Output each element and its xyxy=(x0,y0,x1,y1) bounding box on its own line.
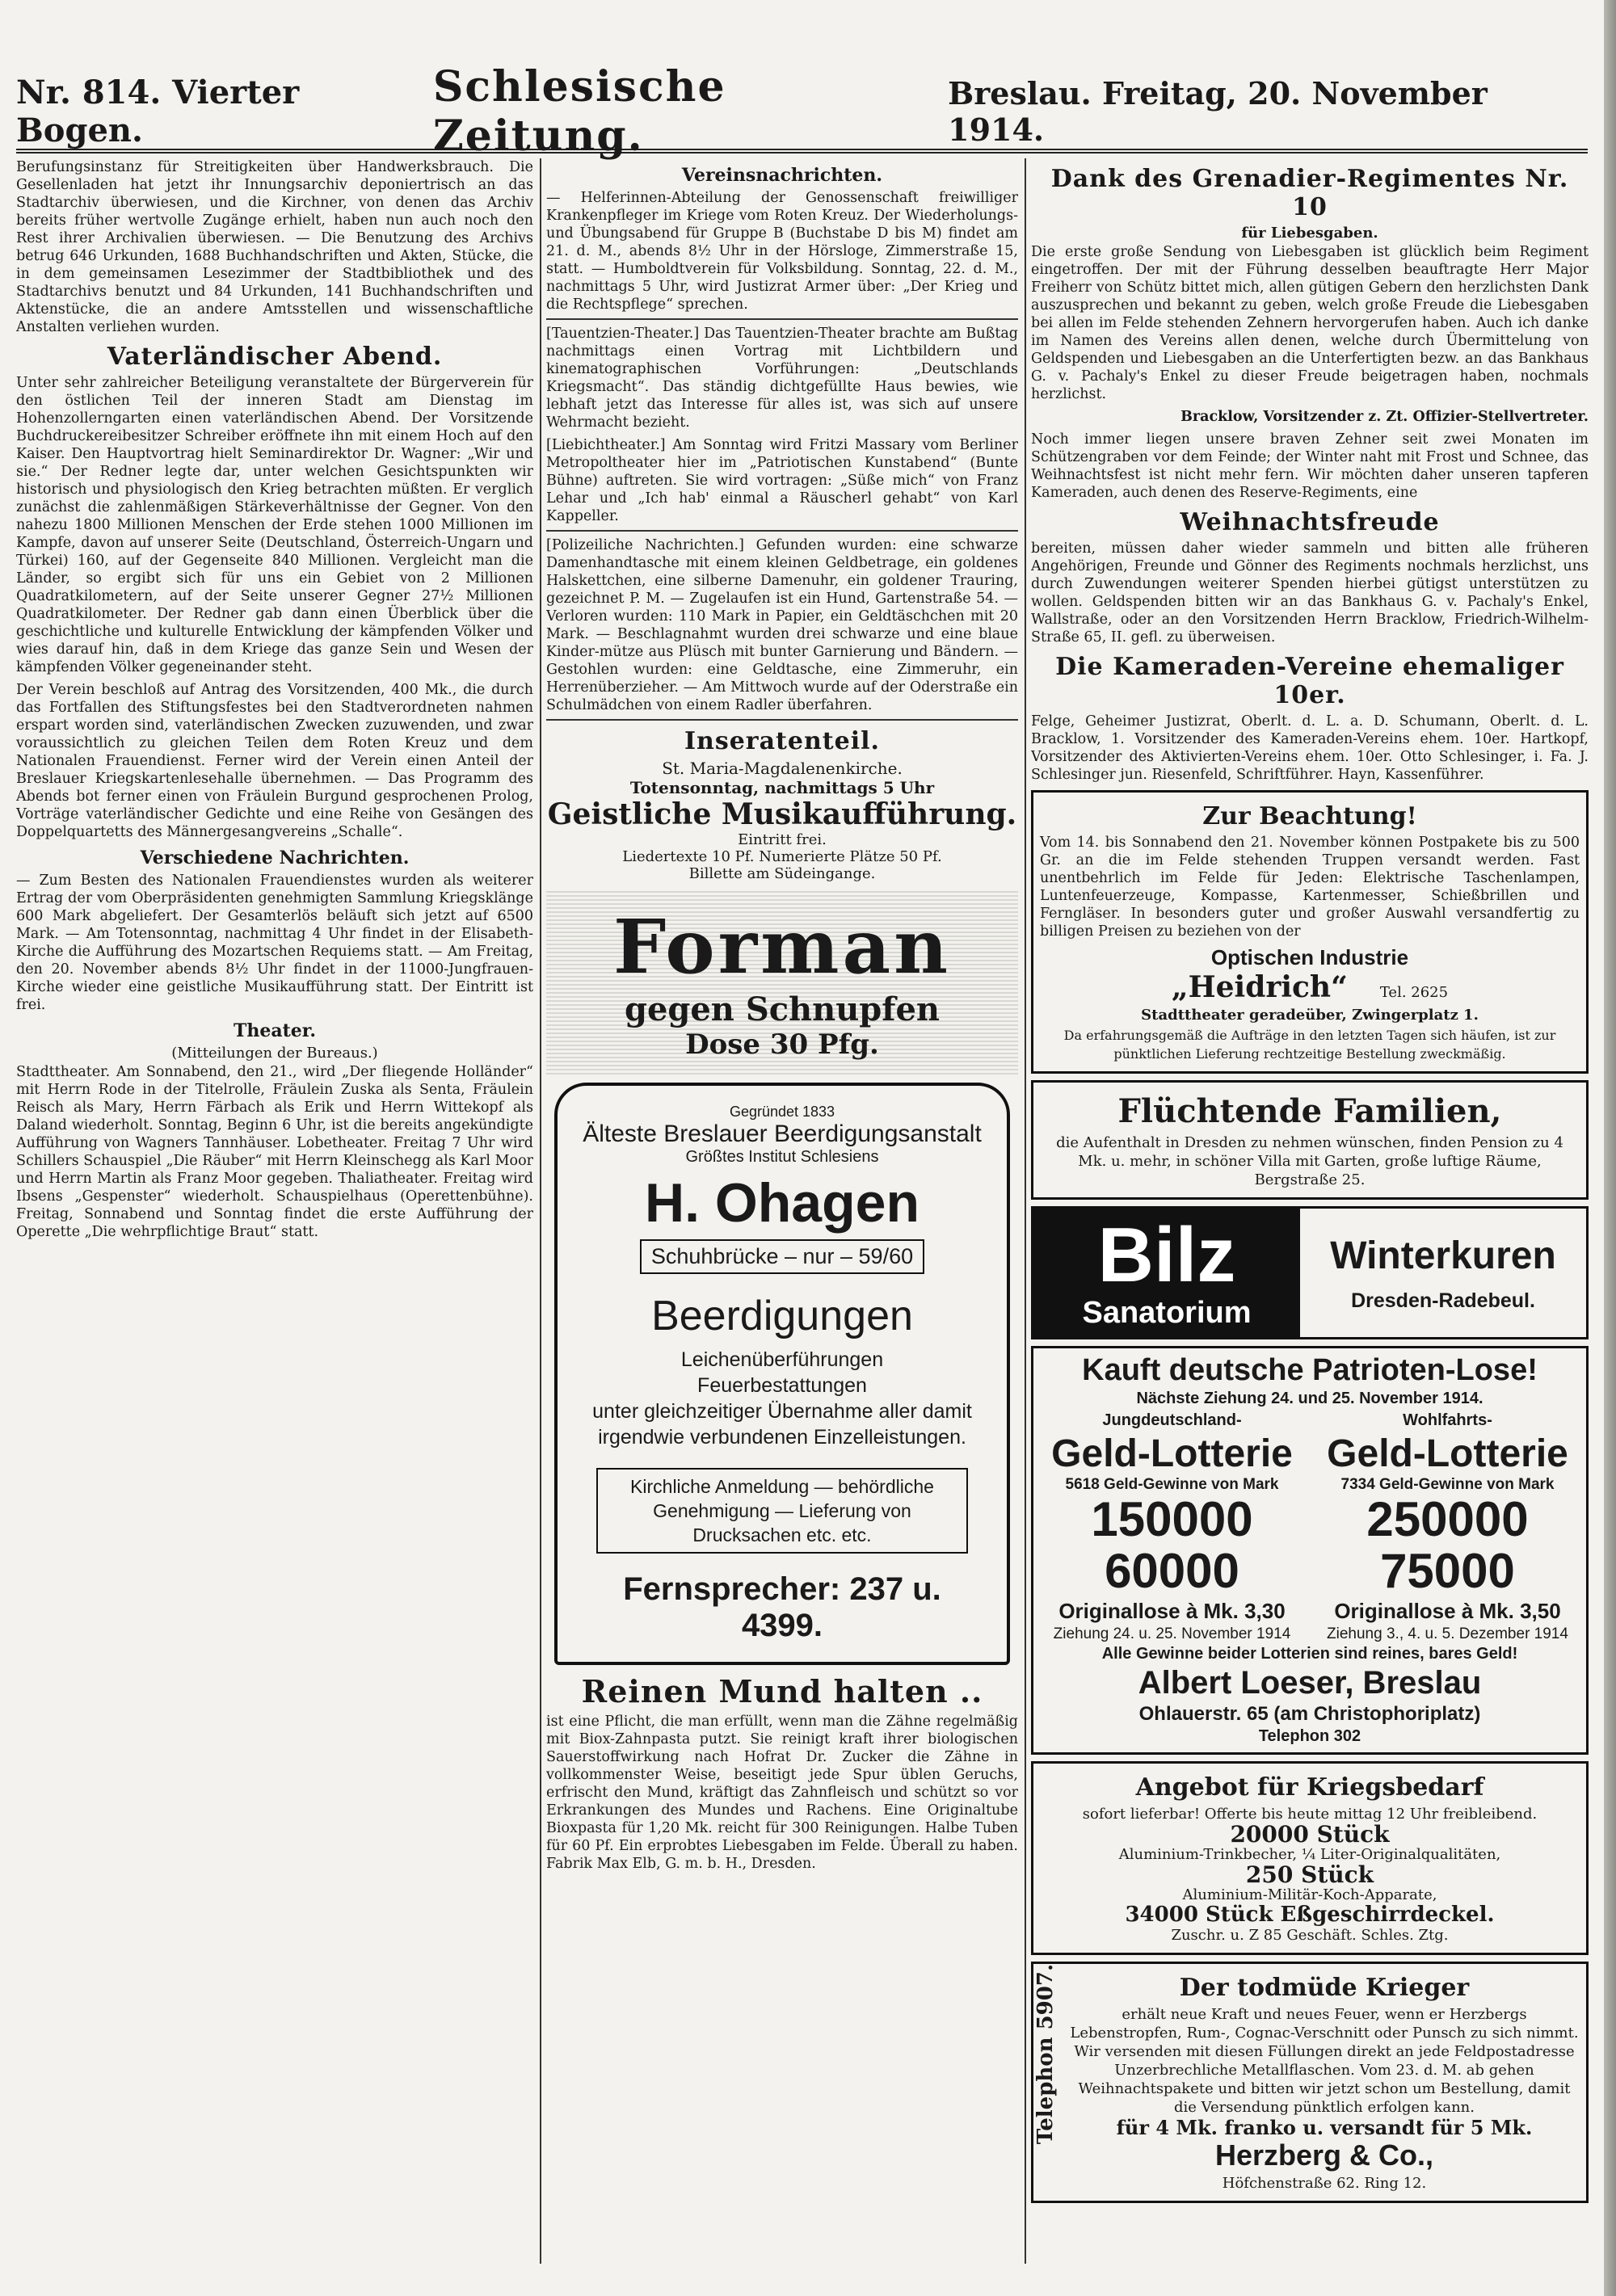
lottery2-draw: Ziehung 3., 4. u. 5. Dezember 1914 xyxy=(1327,1625,1568,1642)
heading-weihnachtsfreude: Weihnachtsfreude xyxy=(1180,508,1440,536)
church-tickets: Billette am Südeingange. xyxy=(688,865,876,882)
kameraden-signatories: Felge, Geheimer Justizrat, Oberlt. d. L. a. D. Schumann, Oberlt. d. L. Bracklow, 1. Vorsitzender des Kameraden-Vereins ehem. 10er. Hartkopf, Vorsitzender des Aktivierten-Vereins ehem. 10er. Otto Schlesinger, i. Fa. J. Schlesinger jun. Riesenfeld, Schriftführer. Hayn, Kassenführer. xyxy=(1031,713,1589,783)
article-winter: Noch immer liegen unsere braven Zehner seit zwei Monaten im Schützengraben vor dem Feinde; der Winter naht mit Frost und Schnee, das Weihnachtsfest ist nicht mehr fern. Wir möchten daher unseren tapferen Kameraden, auch denen des Reserve-Regiments, eine xyxy=(1031,431,1589,501)
bilz-winterkuren: Winterkuren xyxy=(1330,1234,1556,1277)
ohagen-claim: Größtes Institut Schlesiens xyxy=(685,1148,879,1166)
page-edge xyxy=(1604,0,1616,2296)
ohagen-line-1: Leichenüberführungen xyxy=(680,1348,884,1371)
lottery2-prize-1: 250000 xyxy=(1366,1492,1529,1546)
lottery1-name: Geld-Lotterie xyxy=(1051,1432,1293,1475)
ohagen-name: H. Ohagen xyxy=(644,1172,920,1234)
article-vaterlaendischer-abend-2: Der Verein beschloß auf Antrag des Vorsitzenden, 400 Mk., die durch das Fortfallen des Stiftungsfestes bei den Stadtverordneten nahmen erspart worden sind, vaterländischen Zwecken zuzuwenden, und zwar voraussichtlich zu gleichen Teilen dem Roten Kreuz und dem Nationalen Frauendienst. Ferner wird der Verein einen Anteil der Breslauer Kriegskartenlesehalle übernehmen. — Das Programm des Abends bot ferner einen von Fräulein Burgund gesprochenen Prolog, Vorträge vaterländischer Gedichte und eine Reihe von Gesängen des Doppelquartetts des Männergesangvereins „Schalle“. xyxy=(16,682,533,840)
herzberg-phone: Telephon 5907. xyxy=(1033,1964,1058,2145)
ohagen-founded: Gegründet 1833 xyxy=(729,1104,835,1120)
lottery-note: Alle Gewinne beider Lotterien sind reines, bares Geld! xyxy=(1101,1645,1518,1663)
beachtung-text: Vom 14. bis Sonnabend den 21. November können Postpakete bis zu 500 Gr. an die im Felde stehenden Truppen versandt werden. Fast unentbehrlich im Felde für Jeden: Elektrische Taschenlampen, Luntenfeuerzeuge, Kompasse, Kartenmesser, Schießbrillen und Ferngläser. In besonders guter und großer Auswahl versandfertig zu billigen Preisen zu beziehen von der xyxy=(1040,835,1580,940)
dank-subtitle: für Liebesgaben. xyxy=(1241,225,1378,242)
article-biox: ist eine Pflicht, die man erfüllt, wenn man die Zähne regelmäßig mit Biox-Zahnpasta putzt. Sie reinigt kraft ihrer biologischen Sauerstoffwirkung nach Hofrat Dr. Zucker die Zähne in vollkommenster Weise, beseitigt jede Spur üblen Geruchs, erfrischt den Mund, kräftigt das Zahnfleisch und schützt so vor Erkrankungen des Mundes und Rachens. Eine Originaltube Bioxpasta für 1,20 Mk. reicht für 300 Reinigungen. Halbe Tuben für 60 Pf. Ein erprobtes Liebesgaben im Felde. Überall zu haben. Fabrik Max Elb, G. m. b. H., Dresden. xyxy=(546,1714,1018,1872)
church-name: St. Maria-Magdalenenkirche. xyxy=(662,759,903,778)
issue-date: Breslau. Freitag, 20. November 1914. xyxy=(948,75,1488,148)
herzberg-address: Höfchenstraße 62. Ring 12. xyxy=(1222,2175,1427,2192)
lottery-phone: Telephon 302 xyxy=(1258,1727,1361,1745)
article-polizei: [Polizeiliche Nachrichten.] Gefunden wurden: eine schwarze Damenhandtasche mit einem kleinen Geldbetrage, ein goldenes Halskettchen, eine silberne Damenuhr, ein goldener Trauring, gezeichnet P. M. — Zugelaufen ist ein Hund, Gartenstraße 54. — Verloren wurden: 110 Mark in Papier, ein Geldtäschchen mit 20 Mark. — Beschlagnahmt wurden drei schwarze und eine blaue Kinder-mütze aus Plüsch mit bunter Garnierung und Bändern. — Gestohlen wurden: eine Geldtasche, eine Zimmeruhr, ein Herrenüberzieher. — Am Mittwoch wurde auf der Oderstraße ein Schulmädchen von einem Radler überfahren. xyxy=(546,537,1018,713)
newspaper-title: Schlesische Zeitung. xyxy=(432,62,726,161)
pension-ad xyxy=(1031,1080,1589,1200)
divider xyxy=(546,530,1018,532)
lottery1-prize-2: 60000 xyxy=(1105,1544,1239,1598)
column-2 xyxy=(546,158,1026,2264)
ohagen-line-3: unter gleichzeitiger Übernahme aller damit xyxy=(592,1400,972,1423)
lottery-wohlfahrt xyxy=(1314,1410,1581,1643)
ohagen-address: Schuhbrücke – nur – 59/60 xyxy=(640,1239,924,1274)
heidrich-note: Da erfahrungsgemäß die Aufträge in den letzten Tagen sich häufen, ist zur pünktlichen Lieferung rechtzeitige Bestellung zweckmäßig. xyxy=(1063,1028,1556,1062)
kriegsbedarf-contact: Zuschr. u. Z 85 Geschäft. Schles. Ztg. xyxy=(1171,1927,1449,1944)
kriegsbedarf-item-1: 20000 Stück xyxy=(1230,1821,1390,1848)
heidrich-name: „Heidrich“ xyxy=(1171,970,1348,1004)
divider xyxy=(546,719,1018,721)
bilz-ad xyxy=(1031,1206,1589,1339)
divider xyxy=(546,318,1018,320)
pension-heading: Flüchtende Familien, xyxy=(1117,1092,1502,1130)
article-liebichtheater: [Liebichtheater.] Am Sonntag wird Fritzi Massary vom Berliner Metropoltheater hier im „Patriotischen Kunstabend“ (Bunte Bühne) auftreten. Sie wird vortragen: „Süße mich“ von Franz Lehar und „Ich hab' einmal a Räuscherl gehabt“ von Karl Kappeller. xyxy=(546,437,1018,524)
church-event: Geistliche Musikaufführung. xyxy=(547,797,1017,831)
kriegsbedarf-ad xyxy=(1031,1761,1589,1955)
beachtung-heading: Zur Beachtung! xyxy=(1202,802,1417,831)
herzberg-price: für 4 Mk. franko u. versandt für 5 Mk. xyxy=(1116,2116,1533,2139)
column-1 xyxy=(16,158,541,2264)
heidrich-ad xyxy=(1031,790,1589,1074)
ohagen-box: Kirchliche Anmeldung — behördliche Genehmigung — Lieferung von Drucksachen etc. etc. xyxy=(596,1468,968,1554)
kriegsbedarf-item-5: 34000 Stück Eßgeschirrdeckel. xyxy=(1125,1903,1495,1927)
kriegsbedarf-item-3: 250 Stück xyxy=(1245,1861,1374,1888)
lottery1-count: 5618 Geld-Gewinne von Mark xyxy=(1065,1476,1279,1493)
lottery-seller: Albert Loeser, Breslau xyxy=(1138,1665,1482,1701)
herzberg-ad xyxy=(1031,1962,1589,2203)
heading-vaterlaendischer-abend: Vaterländischer Abend. xyxy=(107,343,443,371)
heading-vereinsnachrichten: Vereinsnachrichten. xyxy=(681,165,883,186)
heading-inseratenteil: Inseratenteil. xyxy=(684,727,880,755)
ohagen-phone: Fernsprecher: 237 u. 4399. xyxy=(623,1571,941,1643)
article-verschiedene-nachrichten: — Zum Besten des Nationalen Frauendienstes wurden als weiterer Ertrag der vom Oberpräsidenten genehmigten Sammlung Kriegsklänge 600 Mark abgeliefert. Der Gesamterlös beläuft sich jetzt auf 6500 Mark. — Am Totensonntag, nachmittag 4 Uhr findet in der Elisabeth-Kirche die Aufführung des Mozartschen Requiems statt. — Am Freitag, den 20. November abends 8½ Uhr findet in der 11000-Jungfrauen-Kirche wieder eine geistliche Musikaufführung statt. Der Eintritt ist frei. xyxy=(16,873,533,1013)
heading-theater: Theater. xyxy=(233,1020,316,1041)
herzberg-text: erhält neue Kraft und neues Feuer, wenn er Herzbergs Lebenstropfen, Rum-, Cognac-Verschnitt oder Punsch zu sich nimmt. Wir versenden mit diesen Füllungen direkt an jede Feldpostadresse Unzerbrechliche Metallflaschen. Vom 23. d. M. ab gehen Weihnachtspakete und bitten wir jetzt schon um Bestellung, damit die Versendung pünktlich erfolgen kann. xyxy=(1070,2006,1579,2116)
ohagen-line-4: irgendwie verbundenen Einzelleistungen. xyxy=(598,1426,966,1449)
herzberg-name: Herzberg & Co., xyxy=(1214,2138,1434,2172)
article-vaterlaendischer-abend: Unter sehr zahlreicher Beteiligung veranstaltete der Bürgerverein für den östlichen Teil der inneren Stadt am Dienstag im Hohenzollerngarten einen vaterländischen Abend. Der Vorsitzende Buchdruckereibesitzer Schreiber eröffnete ihn mit einem Hoch auf den Kaiser. Den Hauptvortrag hielt Seminardirektor Dr. Wagner: „Wir und sie.“ Der Redner legte dar, unter welchen Gesichtspunkten wir historisch und physiologisch den Krieg betrachten müßten. Er verglich zunächst die zahlenmäßigen Stärkeverhältnisse der Gegner. Von den nahezu 1800 Millionen Menschen der Erde stehen 1000 Millionen im Kampfe, davon auf unserer Seite (Deutschland, Österreich-Ungarn und Türkei) 160, auf der Gegenseite 840 Millionen. Vergleicht man die Länder, so ergibt sich für uns ein Gebiet von 2 Millionen Quadratkilometern, auf der Seite unserer Gegner 27½ Millionen Quadratkilometer. Der Redner gab dann einen Überblick über die geschichtliche und kulturelle Entwicklung der kämpfenden Völker und wies darauf hin, daß in dem Kriege das ganze Sein und Wesen der kämpfenden Völker gegeneinander steht. xyxy=(16,375,533,675)
kriegsbedarf-heading: Angebot für Kriegsbedarf xyxy=(1135,1773,1484,1802)
lottery2-name: Geld-Lotterie xyxy=(1327,1432,1568,1475)
heading-reinen-mund: Reinen Mund halten .. xyxy=(581,1673,983,1709)
lottery1-header: Jungdeutschland- xyxy=(1102,1411,1242,1429)
article-dank: Die erste große Sendung von Liebesgaben ist glücklich beim Regiment eingetroffen. Der mit der Führung desselben beauftragte Herr Major Freiherr von Schütz bittet mich, allen gütigen Gebern den herzlichsten Dank auszusprechen und bekannt zu geben, welch große Freude die Liebesgaben bei allen im Felde stehenden Zehnern hervorgerufen haben. Auch ich danke im Namen des Vereins allen denen, welche durch Übermittelung von Geldspenden und Liebesgaben an die Unterfertigten bezw. an das Bankhaus G. v. Pachaly's Enkel zu dieser Freude beigetragen haben, nochmals herzlichst. xyxy=(1031,244,1589,402)
heading-dank: Dank des Grenadier-Regimentes Nr. 10 xyxy=(1050,165,1569,221)
lottery2-price: Originallose à Mk. 3,50 xyxy=(1334,1599,1561,1623)
lottery-date: Nächste Ziehung 24. und 25. November 1914. xyxy=(1136,1390,1483,1407)
lottery-jungdeutschland xyxy=(1038,1410,1306,1643)
herzberg-heading: Der todmüde Krieger xyxy=(1179,1974,1470,2002)
kriegsbedarf-intro: sofort lieferbar! Offerte bis heute mittag 12 Uhr freibleibend. xyxy=(1082,1806,1538,1823)
heidrich-phone: Tel. 2625 xyxy=(1379,984,1449,1001)
archive-article: Berufungsinstanz für Streitigkeiten über Handwerksbrauch. Die Gesellenladen hat jetzt ihr Innungsarchiv deponiertrisch an das Stadtarchiv überwiesen, und die Kirchner, von denen das Archiv bereits früher wertvolle Zugänge erhielt, haben nun auch noch den Rest ihrer Archivalien überwiesen. — Die Benutzung des Archivs betrug 646 Urkunden, 1688 Buchhandschriften und Akten, Stücke, die in dem gemeinsamen Lesezimmer der Stadtbibliothek und des Stadtarchivs benutzt und 84 Urkunden, 141 Buchhandschriften und Aktenstücke, die an andere Amtsstellen und wissenschaftliche Anstalten verliehen wurden. xyxy=(16,159,533,335)
ohagen-ad xyxy=(554,1083,1010,1665)
ohagen-line-2: Feuerbestattungen xyxy=(697,1374,867,1397)
church-entry: Eintritt frei. xyxy=(738,831,827,848)
dank-signature: Bracklow, Vorsitzender z. Zt. Offizier-Stellvertreter. xyxy=(1180,409,1589,425)
article-winter-2: bereiten, müssen daher wieder sammeln und bitten alle früheren Angehörigen, Freunde und Gönner des Regiments nochmals herzlichst, uns durch Zuwendungen weiterer Spenden hierbei gütigst unterstützen zu wollen. Geldspenden bitten wir an das Bankhaus G. v. Pachaly's Enkel, Wallstraße, oder an den Vorsitzenden Herrn Bracklow, Friedrich-Wilhelm-Straße 65, II. gefl. zu überweisen. xyxy=(1031,540,1589,645)
heidrich-address: Stadttheater geradeüber, Zwingerplatz 1. xyxy=(1141,1007,1479,1024)
ohagen-service: Beerdigungen xyxy=(651,1293,913,1339)
optik-name: Optischen Industrie xyxy=(1210,945,1409,969)
lottery2-prize-2: 75000 xyxy=(1380,1544,1515,1598)
heading-kameraden: Die Kameraden-Vereine ehemaliger 10er. xyxy=(1055,653,1564,709)
lottery-ad xyxy=(1031,1346,1589,1755)
masthead xyxy=(16,62,1588,161)
ohagen-subtitle: Älteste Breslauer Beerdigungsanstalt xyxy=(583,1121,982,1147)
lottery1-draw: Ziehung 24. u. 25. November 1914 xyxy=(1053,1625,1291,1642)
article-vereinsnachrichten: — Helferinnen-Abteilung der Genossenschaft freiwilliger Krankenpfleger im Kriege vom Roten Kreuz. Der Wiederholungs- und Übungsabend für Gruppe B (Buchstabe D bis M) findet am 21. d. M., abends 8½ Uhr in der Hörsloge, Zimmerstraße 15, statt. — Humboldtverein für Volksbildung. Sonntag, 22. d. M., nachmittags 5 Uhr, wird Justizrat Armer über: „Der Krieg und die Rechtspflege“ sprechen. xyxy=(546,190,1018,313)
bilz-location: Dresden-Radebeul. xyxy=(1351,1289,1535,1312)
pension-text: die Aufenthalt in Dresden zu nehmen wünschen, finden Pension zu 4 Mk. u. mehr, in schöner Villa mit Garten, große luftige Räume, Bergstraße 25. xyxy=(1056,1134,1563,1188)
kriegsbedarf-item-4: Aluminium-Militär-Koch-Apparate, xyxy=(1182,1886,1437,1903)
lottery2-count: 7334 Geld-Gewinne von Mark xyxy=(1340,1476,1555,1493)
issue-number: Nr. 814. Vierter Bogen. xyxy=(16,74,300,149)
heading-verschiedene-nachrichten: Verschiedene Nachrichten. xyxy=(140,847,410,868)
kriegsbedarf-item-2: Aluminium-Trinkbecher, ¼ Liter-Originalqualitäten, xyxy=(1118,1846,1501,1863)
church-date: Totensonntag, nachmittags 5 Uhr xyxy=(629,778,935,797)
forman-tagline: gegen Schnupfen xyxy=(624,990,941,1028)
theater-subtitle: (Mitteilungen der Bureaus.) xyxy=(171,1045,378,1062)
lottery-address: Ohlauerstr. 65 (am Christophoriplatz) xyxy=(1138,1703,1481,1725)
forman-brand: Forman xyxy=(613,902,951,990)
bilz-name: Bilz xyxy=(1097,1212,1236,1298)
forman-ad xyxy=(546,889,1018,1074)
lottery1-prize-1: 150000 xyxy=(1091,1492,1253,1546)
lottery2-header: Wohlfahrts- xyxy=(1403,1411,1492,1429)
article-theater: Stadttheater. Am Sonnabend, den 21., wird „Der fliegende Holländer“ mit Herrn Rode in der Titelrolle, Fräulein Zuska als Senta, Fräulein Reisch als Mary, Herrn Färbach als Erik und Herrn Wittekopf als Daland wiederholt. Sonntag, Beginn 6 Uhr, ist die bereits angekündigte Aufführung von Wagners Tannhäuser. Lobetheater. Freitag 7 Uhr wird Schillers Schauspiel „Die Räuber“ mit Herrn Kleinschegg als Karl Moor und Herrn Martin als Franz Moor gegeben. Thaliatheater. Freitag wird Ibsens „Gespenster“ wiederholt. Schauspielhaus (Operettenbühne). Freitag, Sonnabend und Sonntag findet die erste Aufführung der Operette „Die wehrpflichtige Braut“ statt. xyxy=(16,1064,533,1240)
forman-price: Dose 30 Pfg. xyxy=(685,1028,879,1061)
lottery-title: Kauft deutsche Patrioten-Lose! xyxy=(1082,1353,1538,1387)
article-tauentzien-theater: [Tauentzien-Theater.] Das Tauentzien-Theater brachte am Bußtag nachmittags einen Vortrag mit Lichtbildern und kinematographischen Vorführungen: „Deutschlands Kriegsmacht“. Das ständig dichtgefüllte Haus bewies, wie lebhaft jetzt das Interesse für alles ist, was sich auf unsere Wehrmacht bezieht. xyxy=(546,326,1018,431)
church-prices: Liedertexte 10 Pf. Numerierte Plätze 50 Pf. xyxy=(622,848,942,865)
column-3 xyxy=(1031,158,1589,2264)
lottery1-price: Originallose à Mk. 3,30 xyxy=(1058,1599,1286,1623)
bilz-sanatorium: Sanatorium xyxy=(1082,1296,1252,1330)
